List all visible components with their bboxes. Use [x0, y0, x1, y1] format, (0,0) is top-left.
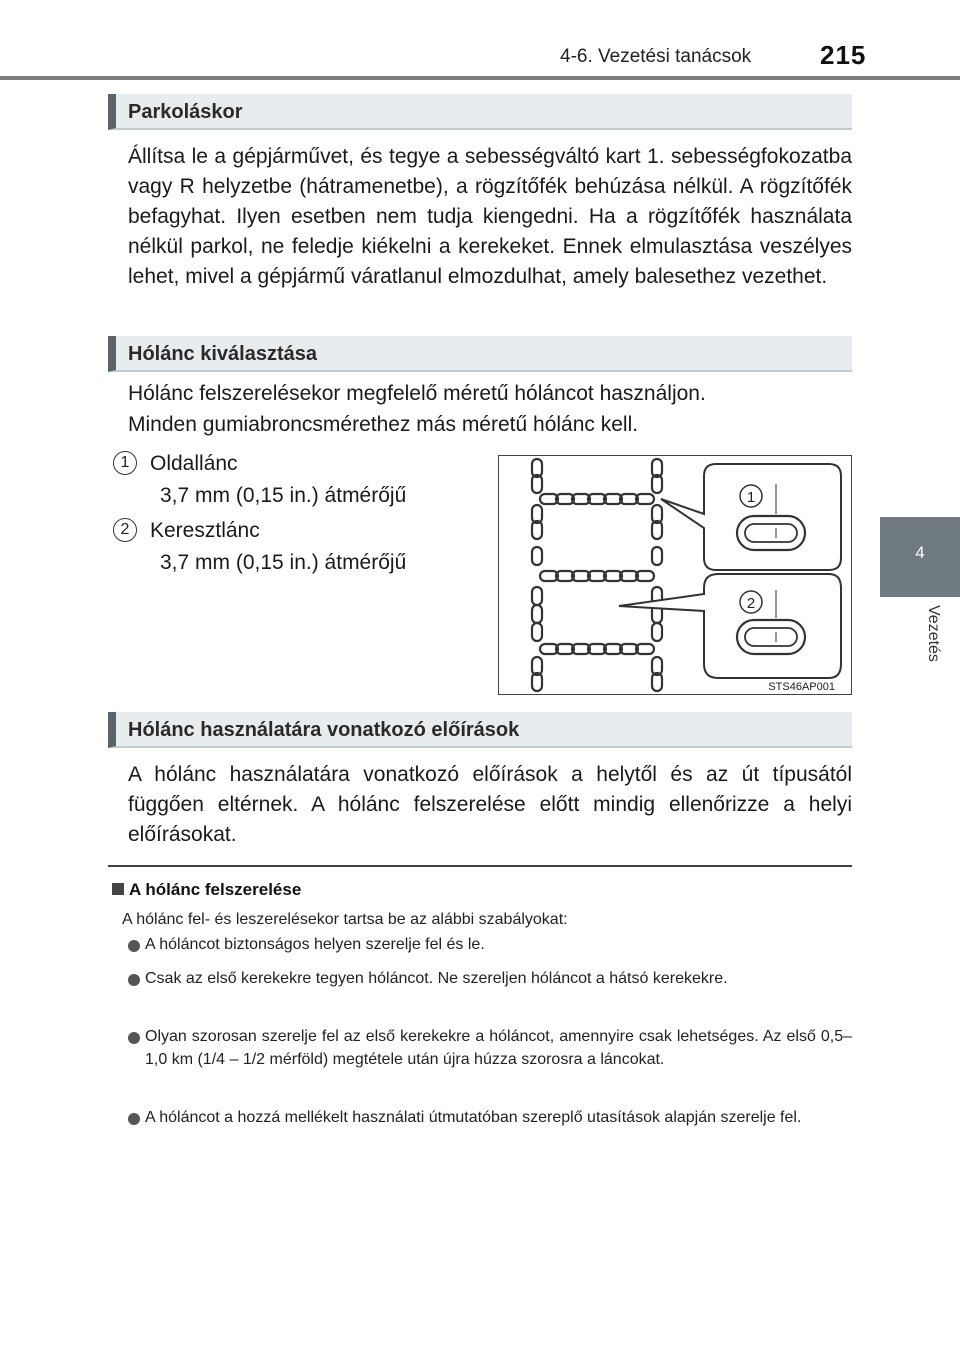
heading-parking-text: Parkoláskor	[128, 101, 243, 123]
cross-chain-1	[540, 494, 654, 504]
note-bullet-1: A hóláncot biztonságos helyen szerelje fel és le.	[145, 936, 485, 953]
bullet-dot-icon	[128, 940, 140, 952]
section-title: 4-6. Vezetési tanácsok	[560, 46, 752, 67]
item-spec-1: 3,7 mm (0,15 in.) átmérőjű	[160, 484, 407, 507]
note-title-square-icon	[112, 883, 124, 895]
item-name-1: Oldallánc	[150, 452, 238, 475]
heading-chain-selection-text: Hólánc kiválasztása	[128, 343, 317, 365]
note-intro: A hólánc fel- és leszerelésekor tartsa be az alábbi szabályokat:	[122, 911, 568, 928]
note-bullet-4: A hóláncot a hozzá mellékelt használati útmutatóban szereplő utasítások alapján szerelje fel.	[145, 1109, 802, 1126]
note-bullet-2: Csak az első kerekekre tegyen hóláncot. Ne szereljen hóláncot a hátsó kerekekre.	[145, 970, 728, 987]
callout-2-number: 2	[746, 595, 756, 612]
snow-chain-figure	[498, 455, 852, 695]
heading-regulations-text: Hólánc használatára vonatkozó előírások	[128, 719, 520, 741]
regulations-paragraph: A hólánc használatára vonatkozó előírások a helytől és az út típusától függően eltérnek. A hólánc felszerelése előtt mindig ellenőrizze a helyi előírásokat.	[128, 763, 852, 846]
bullet-dot-icon	[128, 1032, 140, 1044]
bullet-dot-icon	[128, 974, 140, 986]
note-divider	[108, 865, 852, 867]
cross-chain-3	[540, 644, 654, 654]
item-spec-2: 3,7 mm (0,15 in.) átmérőjű	[160, 551, 407, 574]
chain-selection-line-2: Minden gumiabroncsmérethez más méretű hólánc kell.	[128, 413, 639, 436]
parking-paragraph: Állítsa le a gépjárművet, és tegye a sebességváltó kart 1. sebességfokozatba vagy R helyzetbe (hátramenetbe), a rögzítőfék behúzása nélkül. A rögzítőfék befagyhat. Ilyen esetben nem tudja kiengedni. Ha a rögzítőfék használata nélkül parkol, ne feledje kiékelni a kerekeket. Ennek elmulasztása veszélyes lehet, mivel a gépjármű váratlanul elmozdulhat, amely balesethez vezethet.	[128, 145, 852, 288]
note-bullet-3: Olyan szorosan szerelje fel az első kerekekre a hóláncot, amennyire csak lehetséges. Az első 0,5–1,0 km (1/4 – 1/2 mérföld) megtétele után újra húzza szorosra a láncokat.	[145, 1028, 852, 1068]
bullet-dot-icon	[128, 1113, 140, 1125]
chapter-tab[interactable]	[880, 517, 960, 597]
heading-chain-selection	[108, 336, 852, 372]
item-number-2: 2	[113, 518, 137, 542]
cross-chain-2	[540, 571, 654, 581]
item-number-1: 1	[113, 451, 137, 475]
item-name-2: Keresztlánc	[150, 519, 260, 542]
note-title: A hólánc felszerelése	[129, 880, 302, 899]
callout-1-number: 1	[746, 489, 756, 506]
chapter-tab-number: 4	[915, 543, 925, 562]
page-number: 215	[820, 40, 867, 70]
figure-code: STS46AP001	[768, 681, 835, 693]
chapter-tab-label: Vezetés	[925, 605, 942, 662]
heading-parking	[108, 94, 852, 130]
chain-selection-line-1: Hólánc felszerelésekor megfelelő méretű hóláncot használjon.	[128, 382, 706, 405]
header-rule	[0, 76, 960, 80]
heading-regulations	[108, 712, 852, 748]
snow-chain-illustration	[499, 456, 851, 694]
